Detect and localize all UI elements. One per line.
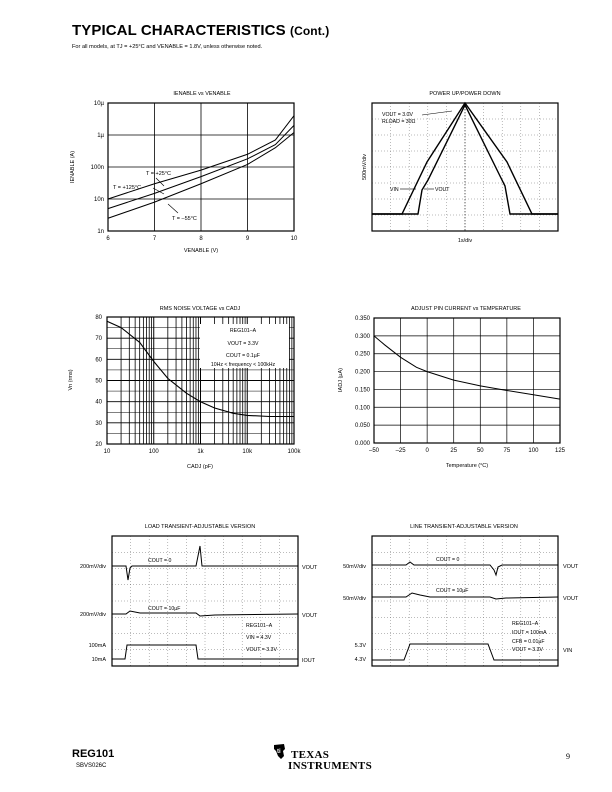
line-note-iout: IOUT = 100mA — [512, 630, 547, 636]
noise-ytick: 20 — [95, 442, 102, 448]
noise-xlabel: CADJ (pF) — [187, 464, 213, 470]
title-suffix: (Cont.) — [289, 24, 330, 38]
ienable-pointer-m55 — [168, 204, 178, 213]
adjust-ytick: 0.350 — [354, 316, 370, 322]
adjust-ytick: 0.100 — [354, 405, 370, 412]
company-line-2: INSTRUMENTS — [288, 760, 372, 772]
powerup-note-vout: VOUT = 3.0V — [382, 112, 413, 118]
adjust-ytick: 0.150 — [354, 387, 370, 394]
line-note-cfb: CFB = 0.01µF — [512, 639, 545, 645]
chart-noise — [60, 300, 310, 472]
ienable-label-125: T = +125°C — [113, 185, 142, 191]
adjust-xtick: –25 — [395, 448, 406, 454]
ienable-ytick: 10µ — [93, 101, 104, 107]
ienable-ytick: 100n — [90, 165, 104, 171]
page-title — [72, 22, 329, 39]
title-text: TYPICAL CHARACTERISTICS — [72, 22, 286, 39]
powerup-note-pointer — [422, 111, 452, 115]
ienable-xtick: 10 — [290, 236, 298, 242]
load-note-cout10: COUT = 10µF — [148, 606, 181, 612]
adjust-title: ADJUST PIN CURRENT vs TEMPERATURE — [411, 306, 521, 312]
powerup-vin-label: VIN — [390, 187, 399, 193]
noise-note-model: REG101–A — [229, 328, 257, 334]
load-right-2: VOUT — [302, 613, 318, 619]
powerup-xlabel: 1s/div — [457, 238, 473, 244]
adjust-xtick: –50 — [368, 448, 380, 454]
page-number: 9 — [566, 752, 570, 761]
ienable-ylabel: IENABLE (A) — [70, 150, 76, 184]
line-left-3: 5.3V — [354, 643, 366, 649]
noise-ytick: 70 — [95, 336, 102, 343]
powerup-vout-label: VOUT — [435, 187, 450, 193]
load-left-3: 100mA — [88, 643, 106, 649]
load-title: LOAD TRANSIENT-ADJUSTABLE VERSION — [144, 524, 256, 530]
line-title: LINE TRANSIENT-ADJUSTABLE VERSION — [410, 524, 518, 530]
noise-note-freq: 10Hz < frequency < 100kHz — [210, 362, 276, 368]
chart-ienable — [60, 86, 310, 256]
line-left-4: 4.3V — [354, 657, 366, 663]
line-left-2: 50mV/div — [343, 596, 366, 602]
line-right-1: VOUT — [563, 564, 579, 570]
ienable-ytick: 10n — [93, 197, 104, 203]
adjust-ytick: 0.300 — [354, 333, 370, 340]
load-note-model: REG101–A — [246, 623, 273, 629]
noise-note-vout: VOUT = 3.3V — [227, 341, 259, 347]
load-note-vout: VOUT = 3.3V — [246, 647, 277, 653]
ienable-xtick: 6 — [106, 236, 110, 242]
noise-ytick: 80 — [95, 315, 102, 321]
noise-ytick: 60 — [95, 357, 102, 364]
powerup-note-rload: RLOAD = 30Ω — [382, 119, 416, 125]
load-note-cout0: COUT = 0 — [148, 558, 172, 564]
ienable-label-m55: T = –55°C — [172, 216, 197, 222]
adjust-ytick: 0.250 — [354, 351, 370, 358]
powerup-ylabel: 500mV/div — [362, 154, 368, 180]
adjust-xlabel: Temperature (°C) — [445, 463, 489, 469]
company-name — [288, 750, 372, 772]
ienable-ytick: 1n — [97, 229, 104, 235]
line-left-1: 50mV/div — [343, 564, 366, 570]
ti-logo-icon — [272, 742, 288, 760]
line-right-3: VIN — [563, 648, 573, 654]
noise-title: RMS NOISE VOLTAGE vs CADJ — [159, 306, 241, 312]
adjust-xtick: 75 — [503, 448, 511, 454]
adjust-ylabel: IADJ (µA) — [338, 368, 344, 392]
adjust-xtick: 125 — [554, 448, 566, 454]
ienable-xtick: 7 — [152, 236, 157, 242]
line-note-cout10: COUT = 10µF — [436, 588, 469, 594]
load-left-4: 10mA — [91, 657, 106, 663]
powerup-title: POWER UP/POWER DOWN — [429, 91, 501, 97]
load-note-vin: VIN = 4.3V — [246, 635, 272, 641]
adjust-xtick: 50 — [476, 448, 484, 454]
company-line-1: TEXAS — [291, 749, 330, 761]
svg-text:ti: ti — [277, 749, 281, 755]
noise-ytick: 50 — [95, 378, 102, 385]
noise-ytick: 30 — [95, 420, 102, 427]
ienable-pointer-25 — [156, 178, 164, 186]
ienable-xtick: 9 — [245, 236, 250, 242]
footer-model: REG101 — [72, 748, 115, 760]
noise-xtick: 100 — [148, 449, 159, 455]
ienable-ytick: 1µ — [97, 133, 104, 139]
adjust-ytick: 0.050 — [354, 423, 370, 430]
load-left-1: 200mV/div — [80, 564, 106, 570]
load-right-1: VOUT — [302, 565, 318, 571]
noise-xtick: 100k — [287, 449, 301, 455]
chart-powerup — [360, 86, 560, 246]
load-right-3: IOUT — [302, 658, 316, 664]
adjust-xtick: 25 — [450, 448, 458, 454]
line-note-vout: VOUT = 3.3V — [512, 647, 543, 653]
ienable-label-25: T = +25°C — [146, 171, 172, 177]
chart-load-transient — [50, 515, 350, 675]
ienable-xlabel: VENABLE (V) — [183, 248, 219, 254]
chart-adjust — [336, 300, 572, 472]
adjust-ytick: 0.000 — [354, 441, 370, 447]
noise-xtick: 10k — [242, 449, 253, 455]
line-note-cout0: COUT = 0 — [436, 557, 460, 563]
load-left-2: 200mV/div — [80, 612, 106, 618]
adjust-xtick: 100 — [528, 448, 539, 454]
noise-xtick: 10 — [103, 449, 111, 455]
noise-note-cout: COUT = 0.1µF — [226, 353, 260, 359]
adjust-ytick: 0.200 — [354, 369, 370, 376]
adjust-xtick: 0 — [425, 448, 429, 454]
ienable-xtick: 8 — [199, 236, 203, 242]
noise-xtick: 1k — [197, 449, 204, 455]
noise-ytick: 40 — [95, 399, 102, 406]
noise-ylabel: Vn (rms) — [68, 369, 74, 391]
conditions-note: For all models, at TJ = +25°C and VENABLE = 1.8V, unless otherwise noted. — [72, 44, 263, 50]
footer-doc-number: SBVS026C — [76, 763, 107, 769]
line-note-model: REG101–A — [512, 621, 539, 627]
line-right-2: VOUT — [563, 596, 579, 602]
ienable-title: IENABLE vs VENABLE — [173, 91, 231, 97]
adjust-frame — [374, 318, 560, 443]
chart-line-transient — [330, 515, 590, 675]
